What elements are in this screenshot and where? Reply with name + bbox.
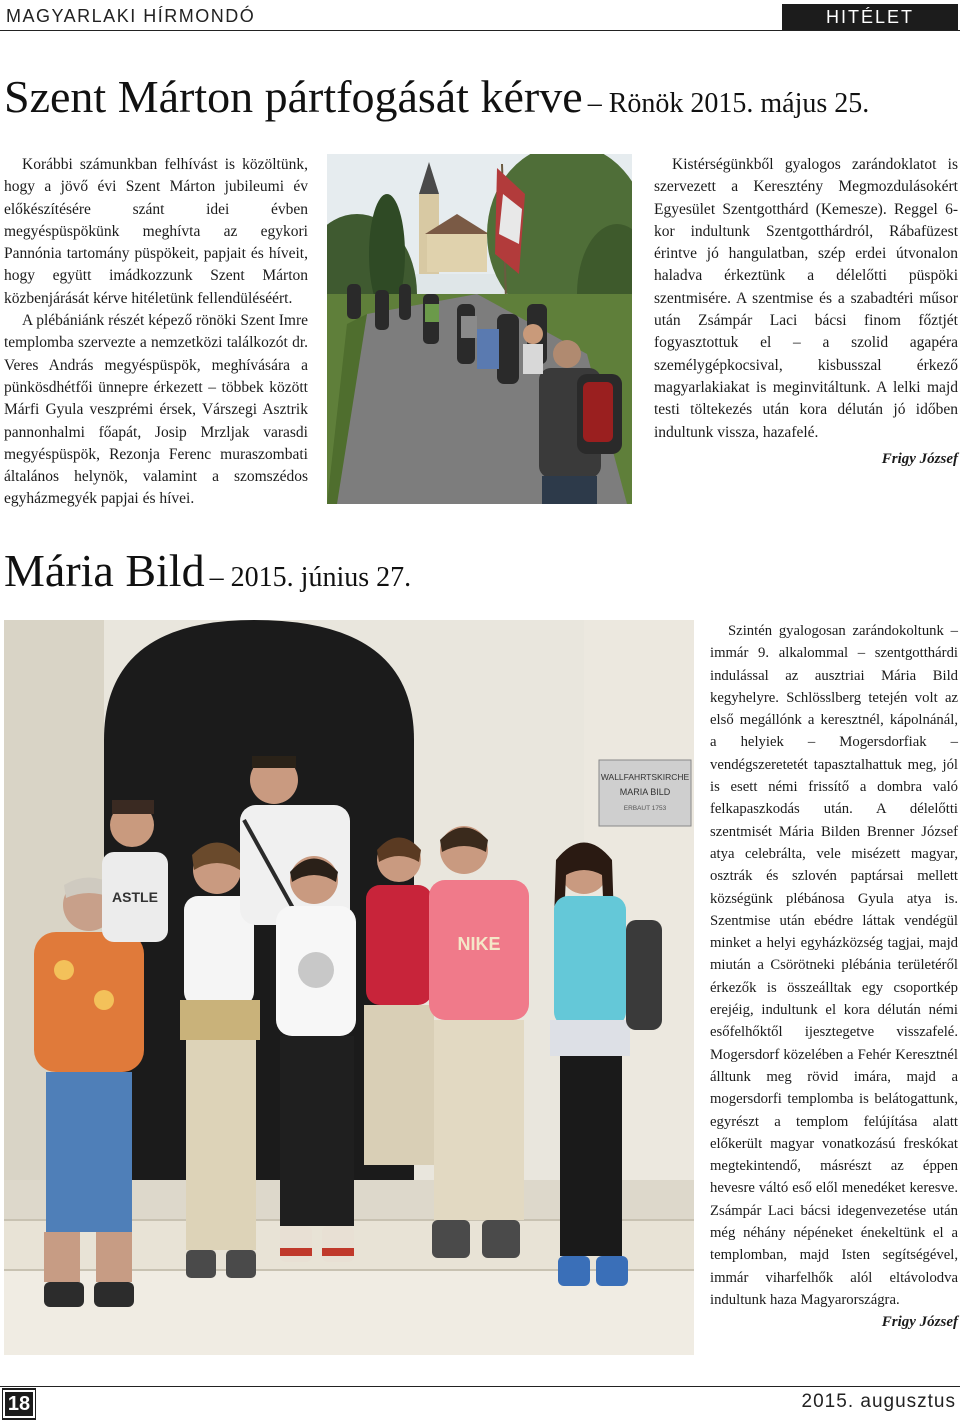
section-label: HITÉLET	[782, 4, 958, 30]
page-header	[0, 0, 960, 34]
article2-paragraph: Szintén gyalogosan zarándokoltunk – immár 9. alkalommal – szentgotthárdi indulással az ausztriai Mária Bild kegyhelyre. Schlösslberg tetején volt az első megállónk a keresztnél, kápolnánál, a helyiek – Mogersdorfiak – vendégszeretetét tapasztalhattuk meg, jól is esett némi frissítő a dombra való felkapaszkodás után. A délelőtti szentmisét Mária Bilden Brenner József atya celebrálta, vele misézett magyar, osztrák és szlovén paptársai mellett községünk plébánosa Gyula atya is. Szentmise után ebédre láttak vendégül minket a helyi egyházközség tagjai, majd miután a Csörötneki plébánia területéről érkezők is összeálltak egy csoportkép erejéig, indultunk el kora délután némi esőfelhőktől ijesztegetve visszafelé. Mogersdorf közelében a Fehér Keresztnél álltunk meg rövid imára, majd a mogersdorfi templomba is belátogattunk, egyrészt a templom felújítása alatt előkerült magyar vonatkozású freskókat megtekintendő, másrészt az éppen hevesre váltó eső elől menedéket keresve. Zsámpár Laci bácsi idegenvezetése után még néhány népéneket énekeltünk el a templomban, majd Isten segítségével, immár viharfelhők alól eltávolodva indultunk haza Magyarországra.	[710, 623, 958, 1308]
page-number	[2, 1388, 36, 1420]
article2-subtitle: – 2015. június 27.	[209, 562, 412, 593]
article2-signature: Frigy József	[881, 1314, 958, 1331]
article2-column	[710, 620, 958, 1334]
issue-date: 2015. augusztus	[801, 1391, 956, 1412]
plaque-line3: ERBAUT 1753	[623, 805, 667, 812]
header-rule	[0, 30, 960, 31]
article1-subtitle: – Rönök 2015. május 25.	[587, 88, 870, 119]
footer-rule	[0, 1386, 960, 1387]
article1-column-right	[654, 154, 958, 470]
publication-name: MAGYARLAKI HÍRMONDÓ	[6, 6, 256, 26]
shirt-text-2: NIKE	[457, 934, 501, 954]
article1-headline	[4, 71, 870, 122]
plaque-line2: MARIA BILD	[619, 787, 671, 797]
page-number-text: 18	[3, 1390, 35, 1418]
article1-signature: Frigy József	[881, 450, 958, 467]
article2-title: Mária Bild	[4, 545, 205, 596]
article1-paragraph: Kistérségünkből gyalogos zarándoklatot is szervezett a Keresztény Megmozdulásokért Egyesület Szentgotthárd (Kemesze). Reggel 6-kor indultunk Szentgotthárdról, Rábafüzest érintve jó hangulatban, szép erdei útvonalon haladva érkeztünk a délelőtti püspöki szentmisére. A szentmise és a szabadtéri műsor után Zsámpár Laci bácsi finom főztjét fogyasztottuk el – a szolid agapéra személygépkocsival, kisbusszal érkező magyarlakiakat is meginvitáltunk. A lelki majd testi töltekezés után kora délután jó időben indultunk vissza, hazafelé.	[654, 156, 958, 441]
plaque-line1: WALLFAHRTSKIRCHE	[600, 772, 690, 782]
group-photo	[4, 620, 694, 1355]
article1-column-left	[4, 154, 308, 511]
article1-title: Szent Márton pártfogását kérve	[4, 71, 583, 122]
article1-paragraph: A plébániánk részét képező rönöki Szent Imre templomba szervezte a nemzetközi találkozót dr. Veres András megyéspüspök, meghívására a pünkösdhétfői ünnepre érkezett – többek között Márfi Gyula veszprémi érsek, Várszegi Asztrik pannonhalmi főapát, Josip Mrzljak varasdi megyéspüspök, Rezonja Ferenc muraszombati általános helynök, valamint a szomszédos egyházmegyék papjai és hívei.	[4, 312, 308, 508]
shirt-text-1: ASTLE	[112, 889, 158, 905]
article1-paragraph: Korábbi számunkban felhívást is közöltünk, hogy a jövő évi Szent Márton jubileumi év előkészítésére szánt idei évben megyéspüspökünk meghívta az egykori Pannónia tartomány püspökeit, papjait és híveit, hogy együtt imádkozzunk Szent Márton közbenjárását kérve hitéletünk fellendüléséért.	[4, 156, 308, 307]
article2-headline	[4, 545, 412, 596]
pilgrimage-walk-photo	[327, 154, 632, 504]
